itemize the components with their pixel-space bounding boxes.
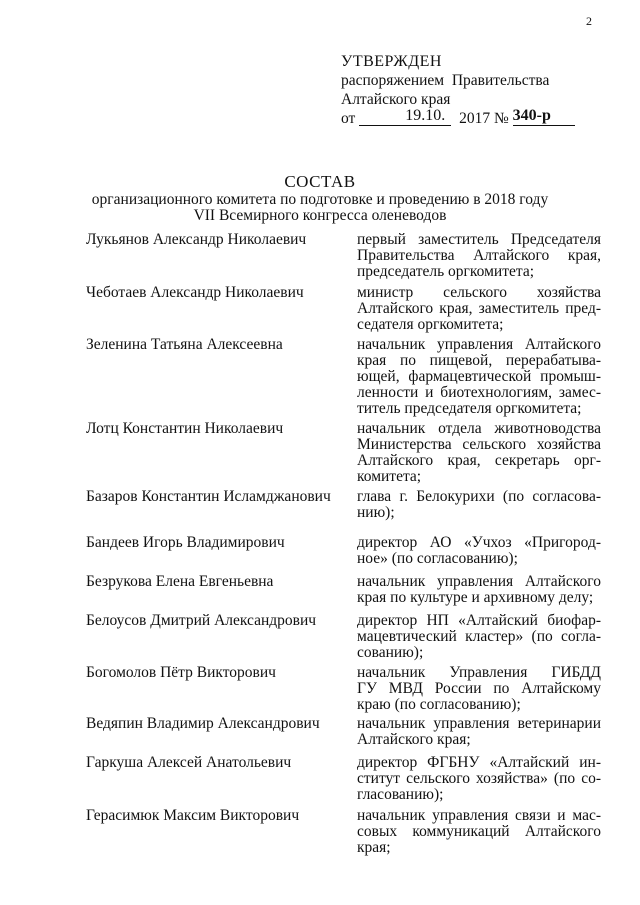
member-name: Чеботаев Александр Николаевич: [86, 284, 304, 301]
member-role: [357, 665, 601, 713]
subtitle-line-2: VII Всемирного конгресса оленеводов: [193, 207, 447, 224]
member-role: [357, 232, 601, 280]
role-line: краю (по согласованию);: [357, 696, 521, 713]
role-line: Правительства Алтайского края,: [357, 247, 601, 264]
number-sign: №: [493, 110, 509, 127]
role-line: сованию);: [357, 644, 424, 661]
role-line: мацевтический кластер» (по согла-: [357, 628, 601, 645]
member-name: Герасимюк Максим Викторович: [86, 807, 300, 824]
member-role: [357, 489, 601, 521]
member-name: Гаркуша Алексей Анатольевич: [86, 754, 292, 771]
member-name: Ведяпин Владимир Александрович: [86, 715, 320, 732]
page-number: 2: [586, 14, 592, 28]
member-name: Безрукова Елена Евгеньевна: [86, 573, 274, 590]
member-name: Зеленина Татьяна Алексеевна: [86, 336, 283, 353]
role-line: директор ФГБНУ «Алтайский ин-: [357, 754, 601, 771]
role-line: начальник управления связи и мас-: [357, 807, 601, 824]
role-line: начальник Управления ГИБДД: [357, 664, 601, 681]
role-line: первый заместитель Председателя: [357, 231, 601, 248]
role-line: начальник управления ветеринарии: [357, 715, 601, 732]
role-line: края по пищевой, перерабатыва-: [357, 352, 601, 369]
date-field: [359, 109, 451, 126]
role-line: глава г. Белокурихи (по согласова-: [357, 488, 601, 505]
title-block: [0, 172, 640, 224]
approval-line-2: Алтайского края: [341, 91, 451, 108]
member-name: Лукьянов Александр Николаевич: [86, 231, 307, 248]
approval-heading: УТВЕРЖДЕН: [341, 53, 442, 70]
member-role: [357, 337, 601, 417]
approval-date-line: [341, 109, 601, 129]
role-line: края;: [357, 839, 391, 856]
document-title: СОСТАВ: [284, 172, 356, 191]
role-line: Алтайского края, заместитель пред-: [357, 300, 601, 317]
role-line: начальник управления Алтайского: [357, 573, 601, 590]
member-role: [357, 535, 601, 567]
member-role: [357, 808, 601, 856]
approval-line-1: распоряжением Правительства: [341, 72, 550, 89]
role-line: седателя оргкомитета;: [357, 316, 504, 333]
role-line: титель председателя оргкомитета;: [357, 400, 582, 417]
date-prefix: от: [341, 110, 356, 127]
member-name: Белоусов Дмитрий Александрович: [86, 612, 317, 629]
number-field: [513, 109, 575, 126]
role-line: ГУ МВД России по Алтайскому: [357, 680, 601, 697]
subtitle-line-1: организационного комитета по подготовке и проведению в 2018 году: [91, 191, 549, 208]
member-name: Бандеев Игорь Владимирович: [86, 534, 285, 551]
role-line: Министерства сельского хозяйства: [357, 436, 601, 453]
member-role: [357, 613, 601, 661]
role-line: ститут сельского хозяйства» (по со-: [357, 770, 601, 787]
member-role: [357, 716, 601, 748]
role-line: комитета;: [357, 468, 422, 485]
role-line: нию);: [357, 504, 395, 521]
role-line: Алтайского края, секретарь орг-: [357, 452, 601, 469]
member-role: [357, 574, 601, 606]
member-role: [357, 755, 601, 803]
role-line: гласованию);: [357, 786, 444, 803]
year: 2017: [459, 110, 491, 127]
member-name: Базаров Константин Исламджанович: [86, 488, 331, 505]
role-line: начальник отдела животноводства: [357, 420, 601, 437]
role-line: края по культуре и архивному делу;: [357, 589, 594, 606]
member-role: [357, 285, 601, 333]
date-value: 19.10.: [405, 107, 446, 124]
role-line: директор АО «Учхоз «Пригород-: [357, 534, 601, 551]
role-line: ющей, фармацевтической промыш-: [357, 368, 601, 385]
member-name: Лотц Константин Николаевич: [86, 420, 284, 437]
role-line: ленности и биотехнологиям, замес-: [357, 384, 601, 401]
role-line: совых коммуникаций Алтайского: [357, 823, 601, 840]
role-line: начальник управления Алтайского: [357, 336, 601, 353]
approval-stamp: [341, 52, 601, 129]
role-line: ное» (по согласованию);: [357, 550, 518, 567]
number-value: 340-р: [512, 107, 551, 124]
role-line: министр сельского хозяйства: [357, 284, 601, 301]
member-role: [357, 421, 601, 485]
member-name: Богомолов Пётр Викторович: [86, 664, 276, 681]
role-line: Алтайского края;: [357, 731, 471, 748]
role-line: председатель оргкомитета;: [357, 263, 535, 280]
role-line: директор НП «Алтайский биофар-: [357, 612, 601, 629]
